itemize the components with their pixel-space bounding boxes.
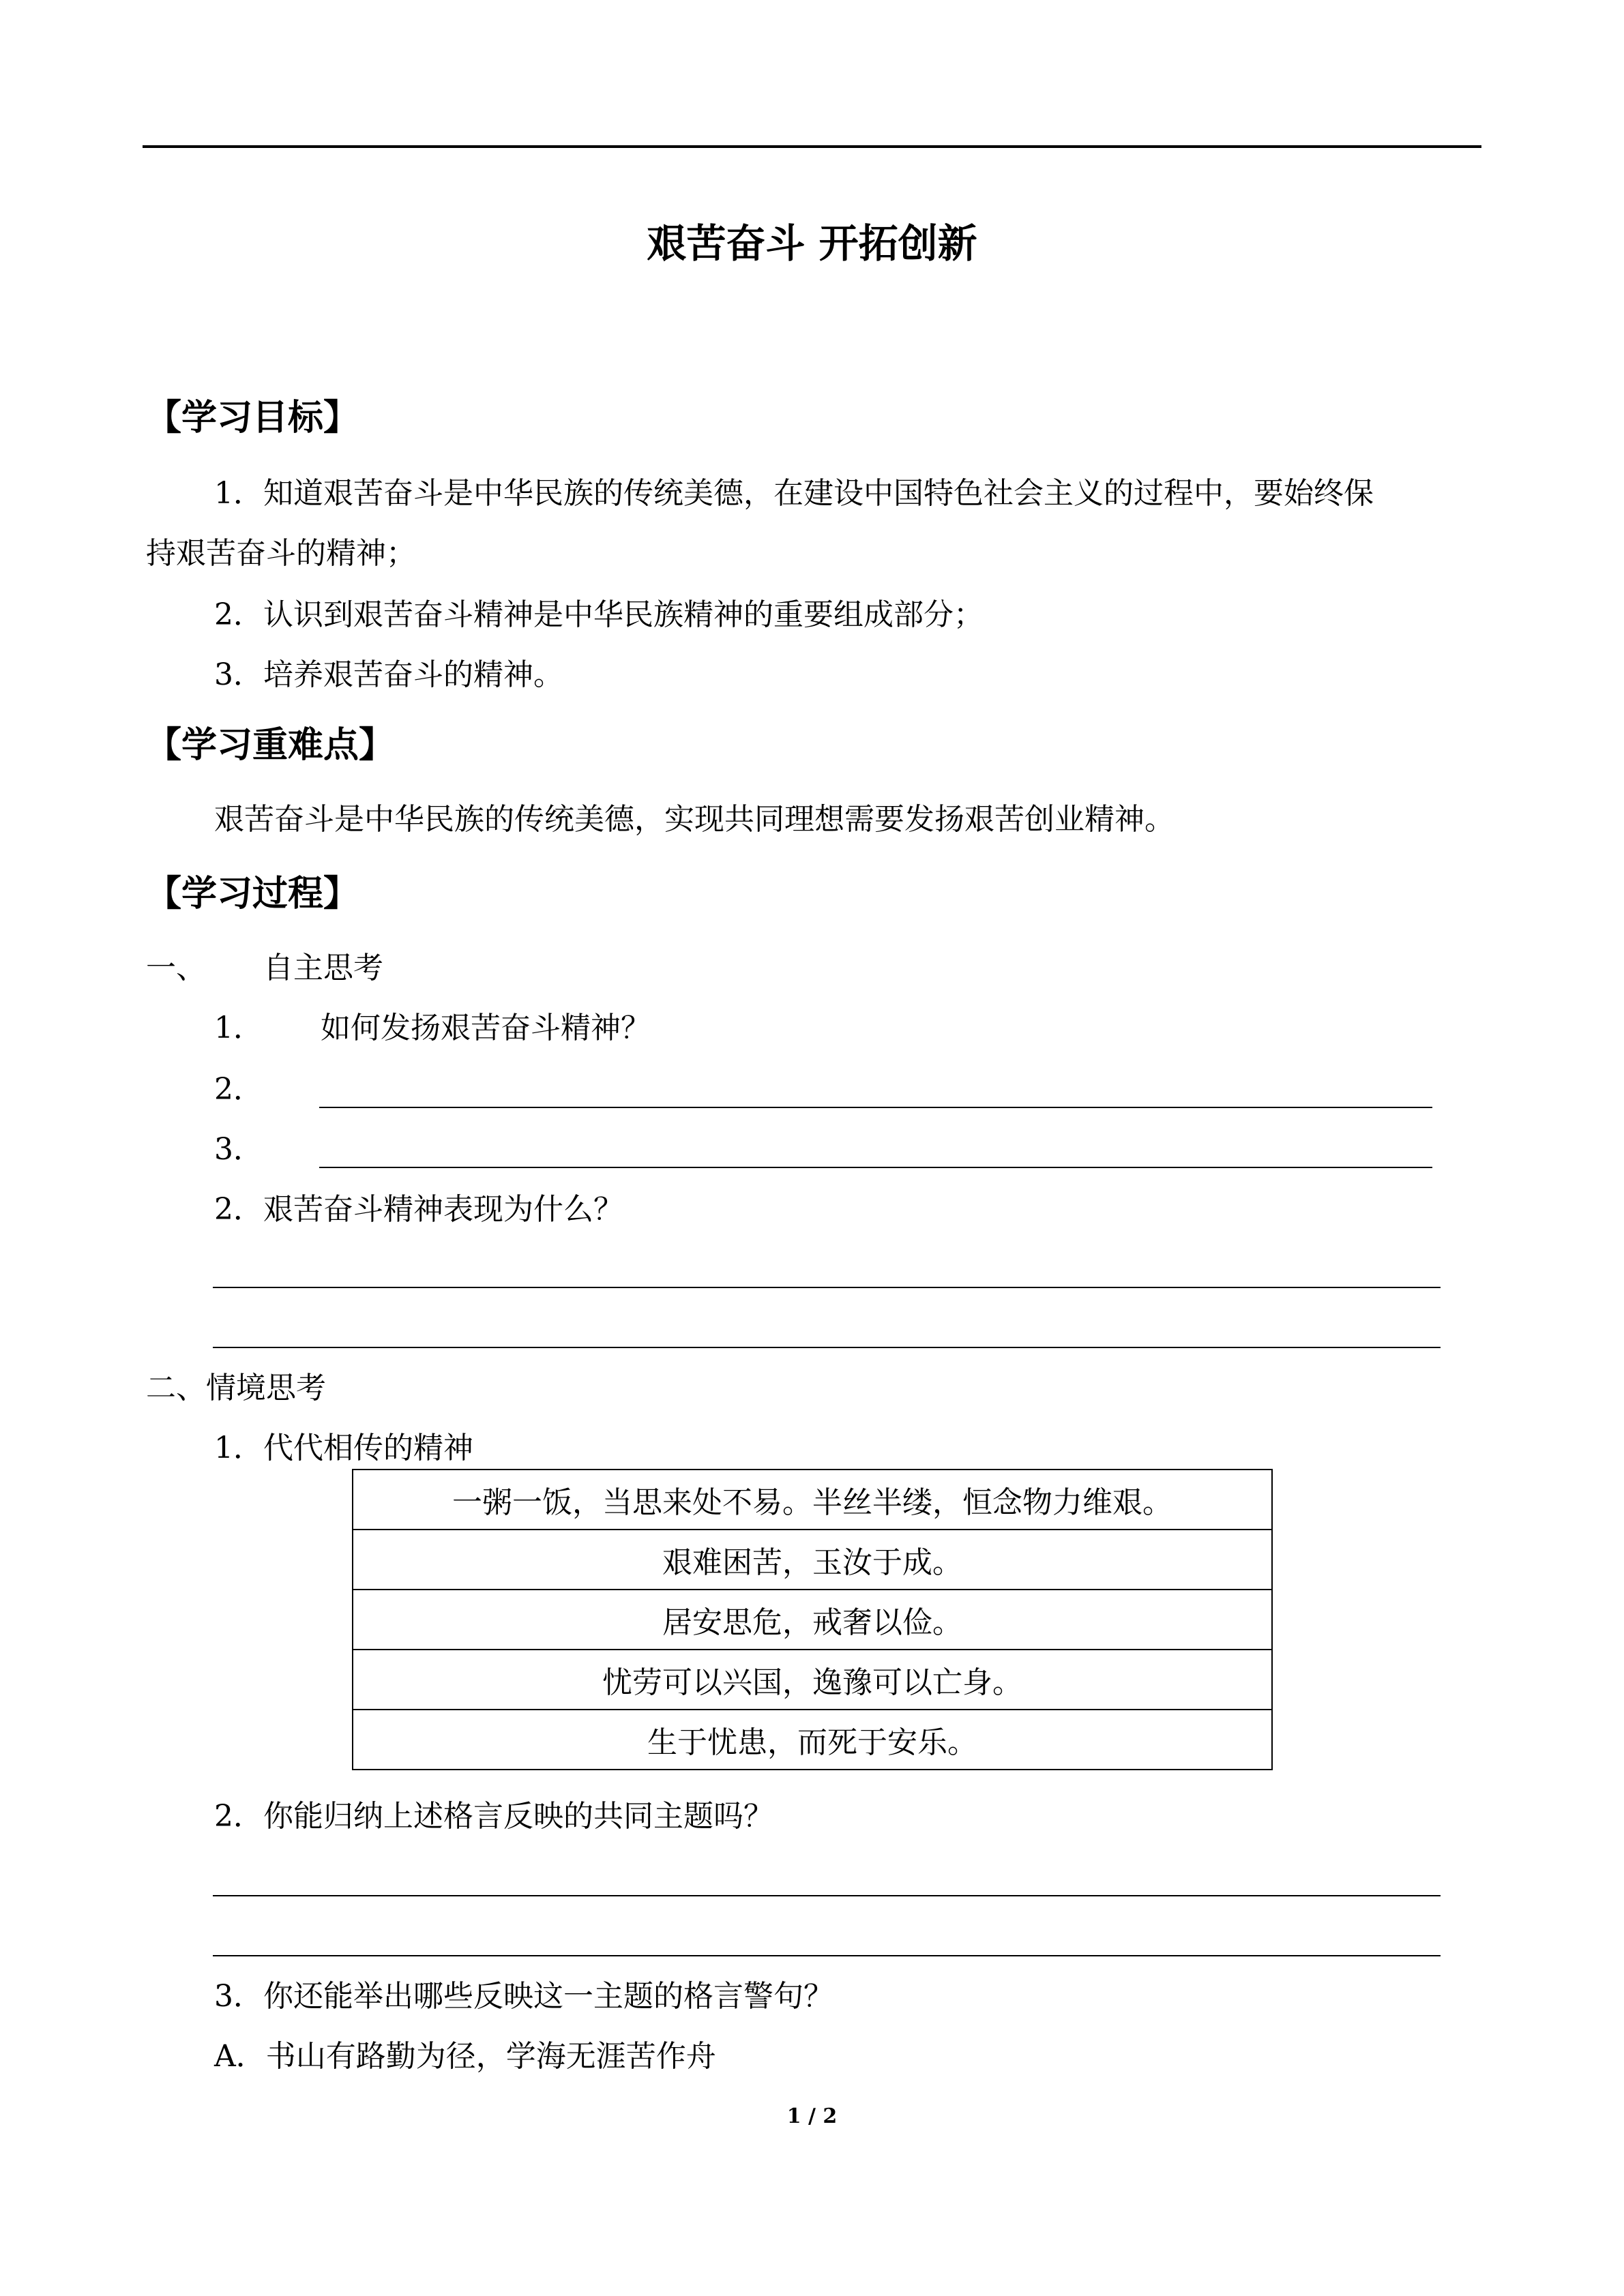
objective-item-1-line-1: 1．知道艰苦奋斗是中华民族的传统美德，在建设中国特色社会主义的过程中，要始终保 bbox=[214, 476, 1374, 511]
answer-blank-line bbox=[213, 1287, 1441, 1288]
answer-blank-line bbox=[319, 1167, 1432, 1168]
table-row bbox=[353, 1710, 1272, 1770]
part-2-question-2: 2．你能归纳上述格言反映的共同主题吗？ bbox=[214, 1799, 773, 1834]
maxim-cell: 忧劳可以兴国，逸豫可以亡身。 bbox=[353, 1650, 1272, 1710]
objective-item-1-line-2: 持艰苦奋斗的精神； bbox=[146, 536, 416, 571]
answer-blank-line bbox=[319, 1107, 1432, 1108]
question-4-text: 2．艰苦奋斗精神表现为什么？ bbox=[214, 1192, 623, 1227]
table-row bbox=[353, 1590, 1272, 1650]
answer-blank-line bbox=[213, 1895, 1441, 1896]
process-heading: 【学习过程】 bbox=[146, 874, 359, 914]
table-row bbox=[353, 1530, 1272, 1590]
part-2-answer-a: A．书山有路勤为径，学海无涯苦作舟 bbox=[214, 2039, 716, 2074]
question-3-number: 3． bbox=[214, 1132, 263, 1167]
table-row bbox=[353, 1650, 1272, 1710]
table-row bbox=[353, 1470, 1272, 1530]
question-1-number: 1． bbox=[214, 1011, 263, 1045]
maxim-cell: 艰难困苦，玉汝于成。 bbox=[353, 1530, 1272, 1590]
answer-blank-line bbox=[213, 1347, 1441, 1348]
objectives-heading: 【学习目标】 bbox=[146, 398, 359, 438]
maxim-cell: 居安思危，戒奢以俭。 bbox=[353, 1590, 1272, 1650]
question-2-number: 2． bbox=[214, 1072, 263, 1107]
maxim-cell: 一粥一饭，当思来处不易。半丝半缕，恒念物力维艰。 bbox=[353, 1470, 1272, 1530]
part-2-question-3: 3．你还能举出哪些反映这一主题的格言警句？ bbox=[214, 1979, 833, 2014]
objective-item-2: 2．认识到艰苦奋斗精神是中华民族精神的重要组成部分； bbox=[214, 597, 984, 632]
maxim-cell: 生于忧患，而死于安乐。 bbox=[353, 1710, 1272, 1770]
part-1-title: 自主思考 bbox=[263, 951, 383, 985]
header-rule bbox=[143, 145, 1481, 148]
page-number: 1 / 2 bbox=[786, 2104, 838, 2128]
page-title: 艰苦奋斗 开拓创新 bbox=[647, 220, 977, 267]
key-points-heading: 【学习重难点】 bbox=[146, 725, 395, 766]
question-1-text: 如何发扬艰苦奋斗精神？ bbox=[321, 1011, 651, 1045]
answer-blank-line bbox=[213, 1955, 1441, 1956]
objective-item-3: 3．培养艰苦奋斗的精神。 bbox=[214, 657, 563, 692]
maxims-table bbox=[352, 1469, 1273, 1770]
key-points-text: 艰苦奋斗是中华民族的传统美德，实现共同理想需要发扬艰苦创业精神。 bbox=[214, 802, 1175, 837]
part-2-question-1: 1．代代相传的精神 bbox=[214, 1431, 473, 1465]
part-2-title: 二、情境思考 bbox=[146, 1371, 326, 1405]
part-1-number: 一、 bbox=[146, 951, 206, 985]
